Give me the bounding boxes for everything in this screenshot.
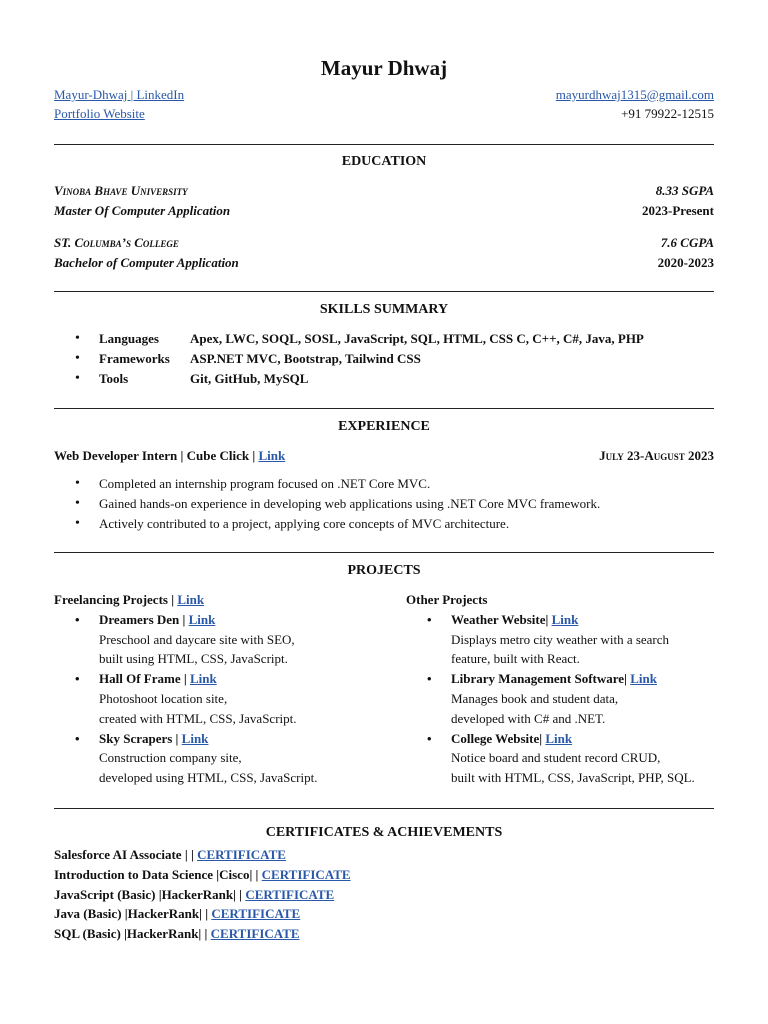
project-name: Hall Of Frame |	[99, 671, 190, 687]
project-group-title	[54, 590, 317, 610]
skill-category: Languages	[99, 331, 159, 346]
degree-name: Master Of Computer Application	[54, 203, 231, 218]
list-item	[54, 329, 714, 349]
degree-name: Bachelor of Computer Application	[54, 255, 239, 270]
certificates-list	[54, 845, 351, 944]
project-name: College Website|	[451, 730, 546, 746]
projects-heading: PROJECTS	[347, 563, 421, 578]
skill-category: Tools	[99, 371, 129, 386]
project-name: Weather Website|	[451, 611, 552, 627]
contact-row-1	[54, 85, 714, 104]
project-link[interactable]: Link	[630, 671, 657, 687]
list-item: • Completed an internship program focused on .NET Core MVC.	[54, 474, 714, 494]
project-link[interactable]: Link	[181, 730, 209, 746]
school-name: Vinoba Bhave University	[54, 183, 188, 198]
project-description: Photoshoot location site,	[99, 690, 228, 706]
experience-row	[54, 446, 714, 465]
skills-list	[54, 329, 714, 389]
divider	[54, 552, 714, 553]
email-link[interactable]: mayurdhwaj1315@gmail.com	[555, 87, 714, 102]
list-item	[406, 610, 695, 669]
phone-number: +91 79922-12515	[621, 106, 714, 121]
linkedin-link[interactable]: Mayur-Dhwaj | LinkedIn	[54, 87, 185, 102]
certificate-link[interactable]: CERTIFICATE	[197, 847, 286, 862]
experience-link[interactable]: Link	[258, 448, 286, 463]
project-name: Sky Scrapers |	[99, 730, 182, 746]
list-item	[54, 865, 351, 885]
candidate-name: Mayur Dhwaj	[320, 56, 448, 80]
certificate-label: Java (Basic) |HackerRank| |	[54, 906, 212, 922]
project-name: Dreamers Den |	[99, 611, 189, 627]
education-row	[54, 181, 714, 200]
certificate-label: SQL (Basic) |HackerRank| |	[54, 926, 211, 942]
list-item	[54, 369, 714, 389]
list-item: • Gained hands-on experience in developing web applications using .NET Core MVC framework.	[54, 494, 714, 514]
certificate-link[interactable]: CERTIFICATE	[261, 866, 351, 882]
project-description: developed using HTML, CSS, JavaScript.	[99, 770, 318, 786]
experience-bullets	[54, 474, 714, 534]
skill-values: Apex, LWC, SOQL, SOSL, JavaScript, SQL, HTML, CSS C, C++, C#, Java, PHP	[190, 331, 644, 346]
project-description: feature, built with React.	[451, 651, 580, 667]
certificate-label: JavaScript (Basic) |HackerRank| |	[54, 886, 246, 902]
certificate-label: Introduction to Data Science |Cisco| |	[54, 866, 262, 882]
skill-category: Frameworks	[99, 351, 170, 366]
project-link[interactable]: Link	[551, 611, 579, 627]
project-link[interactable]: Link	[177, 592, 205, 607]
experience-heading: EXPERIENCE	[338, 419, 430, 434]
list-item	[54, 610, 317, 669]
skill-values: Git, GitHub, MySQL	[190, 371, 309, 386]
resume-page	[54, 0, 714, 1024]
divider	[54, 408, 714, 409]
project-link[interactable]: Link	[545, 730, 573, 746]
list-item	[54, 669, 317, 728]
project-description: Notice board and student record CRUD,	[451, 750, 661, 766]
education-dates: 2020-2023	[657, 255, 714, 270]
project-description: developed with C# and .NET.	[451, 710, 606, 726]
list-item	[406, 729, 695, 788]
project-description: Displays metro city weather with a search	[451, 631, 670, 647]
role-title: Web Developer Intern | Cube Click |	[54, 448, 259, 463]
portfolio-link[interactable]: Portfolio Website	[54, 106, 145, 121]
list-item	[54, 729, 317, 788]
divider	[54, 144, 714, 145]
list-item	[54, 924, 351, 944]
education-row	[54, 201, 714, 220]
education-row	[54, 253, 714, 272]
project-group-title: Other Projects	[406, 592, 488, 607]
list-item	[54, 349, 714, 369]
list-item	[54, 885, 351, 905]
project-name: Library Management Software|	[451, 671, 631, 687]
experience-dates: July 23-August 2023	[599, 448, 714, 463]
school-name: ST. Columba’s College	[54, 235, 179, 250]
certificates-heading: CERTIFICATES & ACHIEVEMENTS	[265, 825, 503, 840]
project-link[interactable]: Link	[188, 611, 216, 627]
skills-heading: SKILLS SUMMARY	[319, 302, 449, 317]
certificate-link[interactable]: CERTIFICATE	[211, 906, 301, 922]
freelance-projects	[54, 590, 317, 788]
group-title-text: Freelancing Projects |	[54, 592, 178, 607]
certificate-link[interactable]: CERTIFICATE	[210, 926, 300, 942]
project-description: Construction company site,	[99, 750, 242, 766]
list-item	[406, 669, 695, 728]
list-item	[54, 845, 351, 865]
contact-row-2	[54, 104, 714, 123]
certificate-label: Salesforce AI Associate | |	[54, 847, 198, 862]
skill-values: ASP.NET MVC, Bootstrap, Tailwind CSS	[190, 351, 421, 366]
project-description: Manages book and student data,	[451, 690, 619, 706]
other-projects	[406, 590, 695, 788]
divider	[54, 808, 714, 809]
education-dates: 2023-Present	[642, 203, 714, 218]
list-item	[54, 904, 351, 924]
certificate-link[interactable]: CERTIFICATE	[245, 886, 335, 902]
project-description: Preschool and daycare site with SEO,	[99, 631, 295, 647]
education-heading: EDUCATION	[341, 154, 427, 169]
education-score: 8.33 SGPA	[655, 183, 714, 198]
experience-role	[54, 446, 285, 465]
project-link[interactable]: Link	[189, 671, 217, 687]
list-item: • Actively contributed to a project, applying core concepts of MVC architecture.	[54, 514, 714, 534]
project-description: created with HTML, CSS, JavaScript.	[99, 710, 297, 726]
education-score: 7.6 CGPA	[660, 235, 714, 250]
project-description: built with HTML, CSS, JavaScript, PHP, SQL.	[451, 770, 695, 786]
divider	[54, 291, 714, 292]
education-row	[54, 233, 714, 252]
project-description: built using HTML, CSS, JavaScript.	[99, 651, 288, 667]
